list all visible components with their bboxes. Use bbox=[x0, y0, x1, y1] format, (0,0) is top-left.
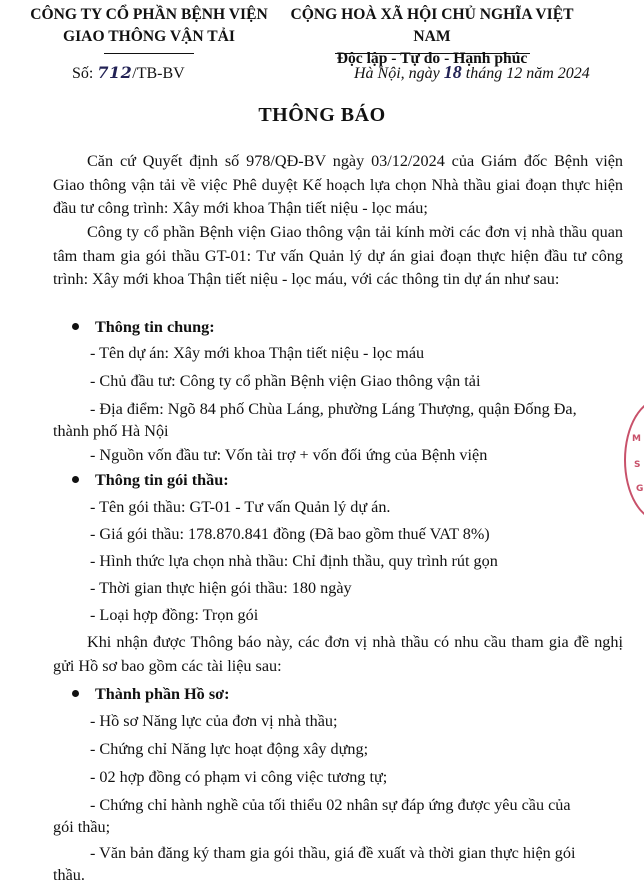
list-item: - Loại hợp đồng: Trọn gói bbox=[90, 606, 259, 624]
org-name-line2: GIAO THÔNG VẬN TẢI bbox=[62, 28, 235, 45]
list-item: - Tên dự án: Xây mới khoa Thận tiết niệu - lọc máu bbox=[90, 344, 425, 362]
paragraph-request: Khi nhận được Thông báo này, các đơn vị nhà thầu có nhu cầu tham gia đề nghị gửi Hồ sơ bao gồm các tài liệu sau: bbox=[53, 633, 623, 675]
heading-dossier-label: Thành phần Hồ sơ: bbox=[95, 685, 230, 703]
list-item: - Địa điểm: Ngõ 84 phố Chùa Láng, phường Láng Thượng, quận Đống Đa, bbox=[90, 400, 577, 418]
motto-underline bbox=[335, 53, 530, 54]
document-number bbox=[72, 63, 185, 83]
stamp-letter: G bbox=[636, 484, 644, 494]
list-item: - Văn bản đăng ký tham gia gói thầu, giá đề xuất và thời gian thực hiện gói bbox=[90, 844, 576, 862]
bullet-icon bbox=[72, 690, 79, 697]
list-item: - Nguồn vốn đầu tư: Vốn tài trợ + vốn đối ứng của Bệnh viện bbox=[90, 446, 488, 464]
list-item-continuation: thành phố Hà Nội bbox=[53, 422, 169, 440]
org-underline bbox=[104, 53, 194, 54]
list-item-continuation: gói thầu; bbox=[53, 818, 111, 836]
company-seal-stamp bbox=[624, 398, 644, 522]
paragraph-basis: Căn cứ Quyết định số 978/QĐ-BV ngày 03/12/2024 của Giám đốc Bệnh viện Giao thông vận tải về việc Phê duyệt Kế hoạch lựa chọn Nhà thầu giai đoạn thực hiện đầu tư công trình: Xây mới khoa Thận tiết niệu - lọc máu; bbox=[53, 152, 623, 217]
org-name-line1: CÔNG TY CỔ PHẦN BỆNH VIỆN bbox=[30, 6, 268, 23]
issue-date bbox=[354, 62, 590, 83]
doc-number-suffix: /TB-BV bbox=[132, 65, 185, 82]
list-item: - Chủ đầu tư: Công ty cổ phần Bệnh viện Giao thông vận tải bbox=[90, 372, 481, 390]
list-item: - Chứng chỉ Năng lực hoạt động xây dựng; bbox=[90, 740, 369, 758]
stamp-letter: M bbox=[632, 434, 641, 444]
list-item: - Hồ sơ Năng lực của đơn vị nhà thầu; bbox=[90, 712, 338, 730]
page-title: THÔNG BÁO bbox=[258, 104, 386, 126]
stamp-letter: S bbox=[634, 460, 641, 470]
list-item: - 02 hợp đồng có phạm vi công việc tương tự; bbox=[90, 768, 388, 786]
list-item: - Hình thức lựa chọn nhà thầu: Chỉ định thầu, quy trình rút gọn bbox=[90, 552, 498, 570]
date-day-handwritten: 18 bbox=[443, 62, 462, 82]
heading-package-info bbox=[72, 469, 229, 492]
nation-name: CỘNG HOÀ XÃ HỘI CHỦ NGHĨA VIỆT NAM bbox=[290, 6, 574, 45]
organization-header bbox=[18, 4, 280, 48]
list-item-continuation: thầu. bbox=[53, 866, 85, 884]
bullet-icon bbox=[72, 476, 79, 483]
heading-general-label: Thông tin chung: bbox=[95, 318, 215, 336]
heading-package-label: Thông tin gói thầu: bbox=[95, 471, 229, 489]
doc-number-prefix: Số: bbox=[72, 65, 94, 82]
national-motto: Độc lập - Tự do - Hạnh phúc bbox=[336, 50, 528, 67]
heading-general-info bbox=[72, 316, 215, 339]
doc-number-handwritten: 712 bbox=[97, 63, 133, 82]
date-before: Hà Nội, ngày bbox=[354, 65, 440, 82]
list-item: - Tên gói thầu: GT-01 - Tư vấn Quản lý dự án. bbox=[90, 498, 391, 516]
bullet-icon bbox=[72, 323, 79, 330]
list-item: - Chứng chỉ hành nghề của tối thiểu 02 nhân sự đáp ứng được yêu cầu của bbox=[90, 796, 571, 814]
heading-dossier bbox=[72, 683, 229, 706]
list-item: - Thời gian thực hiện gói thầu: 180 ngày bbox=[90, 579, 352, 597]
national-header bbox=[282, 4, 582, 70]
paragraph-invitation: Công ty cổ phần Bệnh viện Giao thông vận tải kính mời các đơn vị nhà thầu quan tâm tham gia gói thầu GT-01: Tư vấn Quản lý dự án giai đoạn thực hiện đầu tư công trình: Xây mới khoa Thận tiết niệu - lọc máu, với các thông tin dự án như sau: bbox=[53, 223, 623, 288]
list-item: - Giá gói thầu: 178.870.841 đồng (Đã bao gồm thuế VAT 8%) bbox=[90, 525, 490, 543]
date-after: tháng 12 năm 2024 bbox=[465, 65, 590, 82]
